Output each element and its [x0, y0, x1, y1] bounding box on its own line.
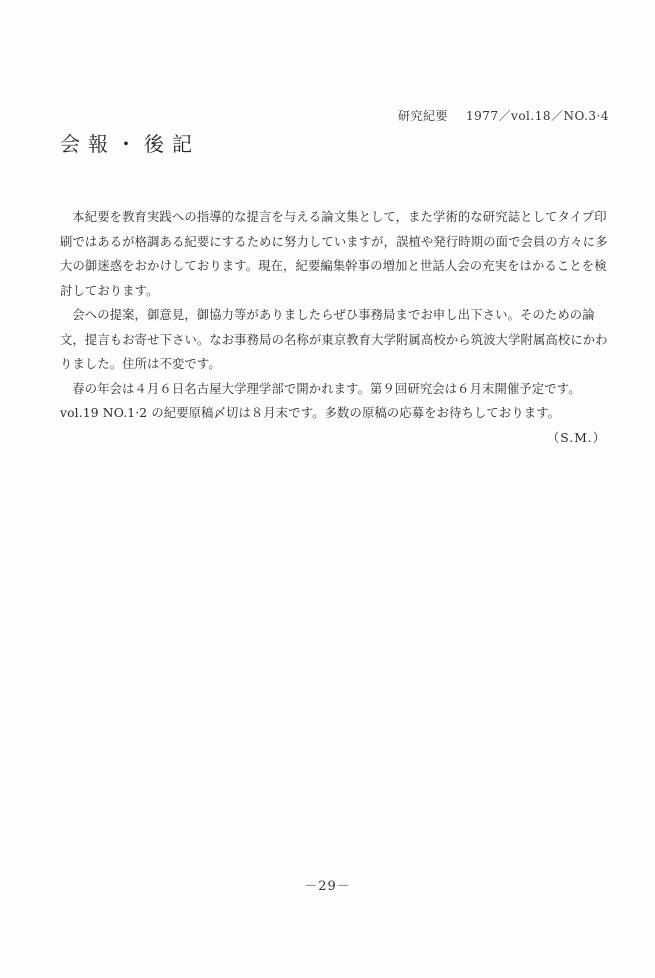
paragraph-3: 春の年会は４月６日名古屋大学理学部で開かれます。第９回研究会は６月末開催予定です。	[72, 381, 581, 396]
paragraph-4: vol.19 NO.1·2 の紀要原稿〆切は８月末です。多数の原稿の応募をお待ちしております。	[60, 406, 561, 420]
paragraph-2: 会への提案，御意見，御協力等がありましたらぜひ事務局までお申し出下さい。そのための論文，提言もお寄せ下さい。なお事務局の名称が東京教育大学附属高校から筑波大学附属高校にかわりました。住所は不変です。	[60, 308, 608, 371]
paragraph-1: 本紀要を教育実践への指導的な提言を与える論文集として，また学術的な研究誌としてタイプ印刷ではあるが格調ある紀要にするために努力していますが，誤植や発行時期の面で会員の方々に多大の御迷惑をおかけしております。現在，紀要編集幹事の増加と世話人会の充実をはかることを検討しております。	[60, 210, 608, 298]
running-header	[398, 107, 609, 124]
body-text	[60, 205, 608, 450]
signature: （S.M.）	[547, 430, 606, 445]
page-number: －29－	[304, 879, 351, 894]
page-title: 会報・後記	[60, 132, 200, 156]
issue-info: 1977／vol.18／NO.3·4	[466, 109, 609, 123]
journal-name: 研究紀要	[397, 109, 448, 123]
